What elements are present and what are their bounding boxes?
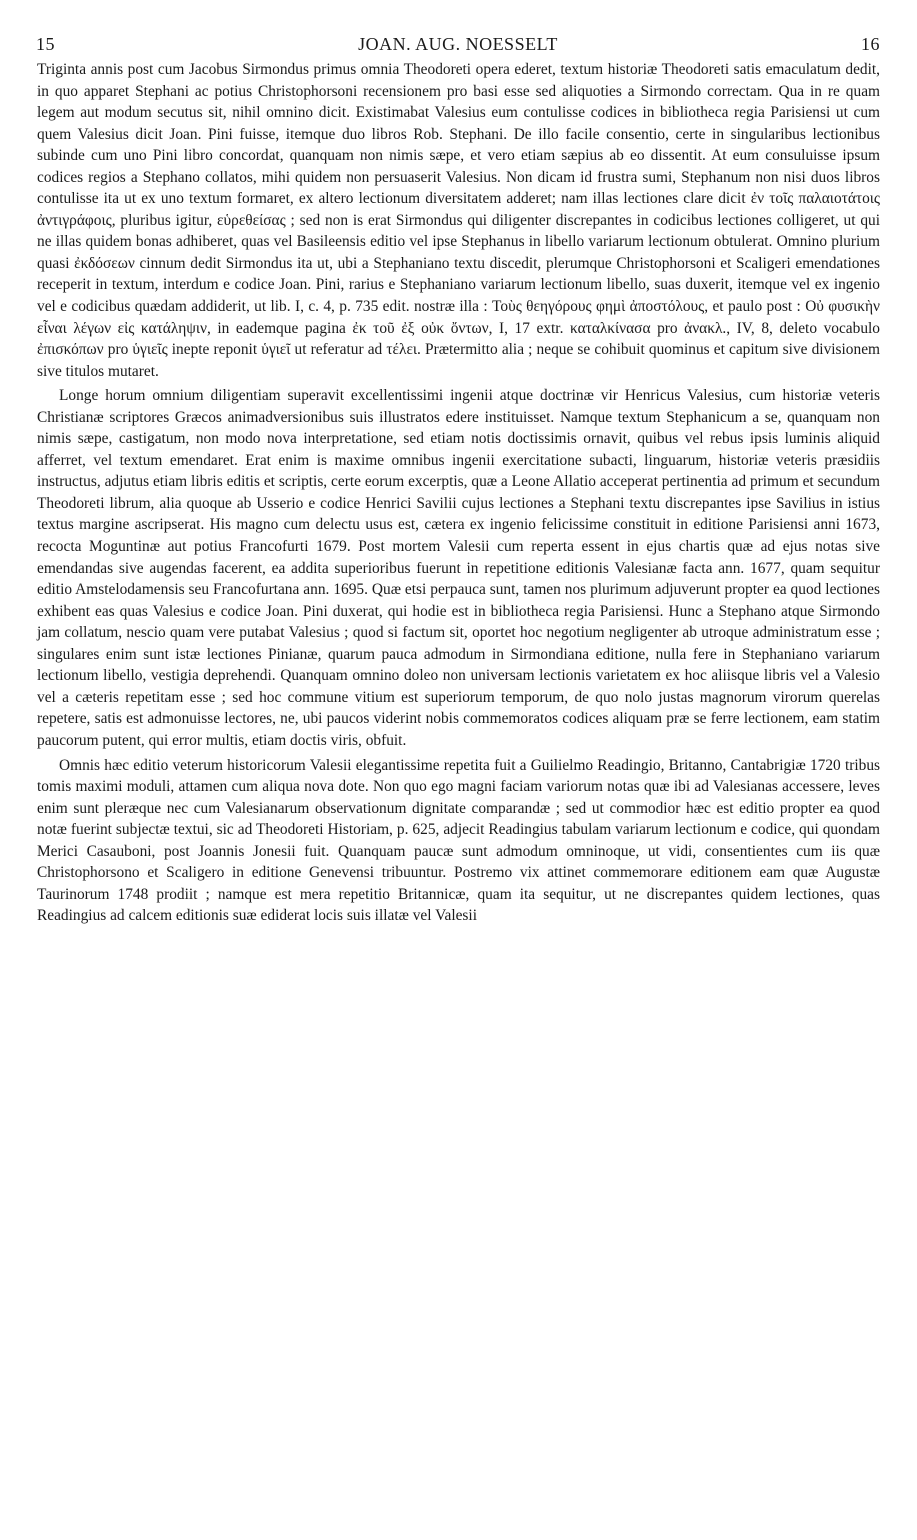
page-number-right: 16: [861, 34, 880, 54]
running-head: [36, 34, 880, 58]
running-title: JOAN. AUG. NOESSELT: [358, 34, 558, 54]
paragraph-readingius: Omnis hæc editio veterum historicorum Valesii elegantissime repetita fuit a Guilielmo Readingio, Britanno, Cantabrigiæ 1720 tribus tomis maximi moduli, attamen cum aliqua nova dote. Non quo ego magni faciam variorum notas quæ ibi ad Valesianas accessere, leves enim sunt pleræque nec cum Valesianarum observationum dignitate comparandæ ; sed ut commodior hæc est editio propter ea quod notæ fuerint subjectæ textui, sic ad Theodoreti Historiam, p. 625, adjecit Readingius tabulam variarum lectionum e codice, qui quondam Merici Casauboni, post Joannis Jonesii fuit. Quanquam paucæ sunt admodum omninoque, ut vidi, consentientes cum iis quæ Christophorsono et Scaligero in editione Genevensi tribuuntur. Postremo vix attinet commemorare editionem eam quæ Augustæ Taurinorum 1748 prodiit ; namque est mera repetitio Britannicæ, quam ita sequitur, ut ne discrepantes quidem lectiones, quas Readingius ad calcem editionis suæ ediderat locis suis illatæ vel Valesii: [37, 756, 880, 925]
paragraph-sirmondus: Triginta annis post cum Jacobus Sirmondus primus omnia Theodoreti opera ederet, textum historiæ Theodoreti satis emaculatum dedit, in quo apparet Stephani ac potius Christophorsoni recensionem pro basi esse sed aliquoties a Sirmondo correctam. Qua in re quam legem aut modum secutus sit, nihil omnino dicit. Existimabat Valesius eum contulisse codices in bibliotheca regia Parisiensi ut cum quem Valesius dicit Joan. Pini fuisse, itemque duo libros Rob. Stephani. De illo facile consentio, certe in singularibus lectionibus subinde cum uno Pini libro concordat, quanquam non nimis sæpe, et vero etiam sæpius ab eo dissentit. At eum consuluisse ipsum codices regios a Stephano collatos, mihi quidem non persuaserit Valesius. Non dicam id frustra sumi, Stephanum non nisi duos libros contulisse ita ut ex uno textum formaret, ex altero lectionum diversitatem adderet; nam illas lectiones clare dicit ἐν τοῖς παλαιοτάτοις ἀντιγράφοις, pluribus igitur, εὑρεθείσας ; sed non is erat Sirmondus qui diligenter discrepantes in codicibus lectiones colligeret, ut qui ne illas quidem bonas adhiberet, quas vel Basileensis editio vel ipse Stephanus in libello variarum lectionum obtulerat. Omnino plurium quasi ἐκδόσεων cinnum dedit Sirmondus ita ut, ubi a Stephaniano textu discedit, plerumque Christophorsoni et Scaligeri emendationes receperit in textum, interdum e codice Joan. Pini, rarius e Stephaniano variarum lectionum libello, suas duxerit, itemque vel ex ingenio vel e codicibus quædam addiderit, ut lib. I, c. 4, p. 735 edit. nostræ illa : Τοὺς θεηγόρους φημὶ ἀποστόλους, et paulo post : Οὐ φυσικὴν εἶναι λέγων εἰς κατάληψιν, in eademque pagina ἐκ τοῦ ἐξ οὐκ ὄντων, I, 17 extr. καταλκίνασα pro ἀνακλ., IV, 8, deleto vocabulo ἐπισκόπων pro ὑγιεῖς inepte reponit ὑγιεῖ ut referatur ad τέλει. Prætermitto alia ; neque se cohibuit quominus et capitum sive divisionem sive titulos mutaret.: [37, 61, 880, 380]
body-text: [37, 59, 880, 927]
page-number-left: 15: [36, 34, 55, 54]
paragraph-valesius: Longe horum omnium diligentiam superavit excellentissimi ingenii atque doctrinæ vir Henricus Valesius, cum historiæ veteris Christianæ scriptores Græcos animadversionibus suis illustratos edere instituisset. Namque textum Stephanicum a se, quanquam non nimis sæpe, castigatum, non modo nova interpretatione, sed etiam notis doctissimis ornavit, quibus vel rebus ipsis luminis aliquid afferret, vel textum emendaret. Erat enim is maxime omnibus ingenii exercitatione subacti, linguarum, historiæ veteris præsidiis instructus, adjutus etiam libris editis et scriptis, certe eorum excerptis, quæ a Leone Allatio acceperat pertinentia ad primum et secundum Theodoreti librum, alia quoque ab Usserio e codice Henrici Savilii cujus lectiones a Stephani textu discrepantes ipse Savilius in istius textus margine ascripserat. His magno cum delectu usus est, cætera ex ingenio felicissime constituit in editione Parisiensi anni 1673, recocta Moguntinæ aut potius Francofurti 1679. Post mortem Valesii cum reperta essent in ejus chartis quæ ad ejus notas sive emendandas sive augendas facerent, ea addita superioribus fuerunt in repetitione editionis Valesianæ facta ann. 1677, quam sequitur editio Amstelodamensis seu Francofurtana ann. 1695. Quæ etsi perpauca sunt, tamen nos plurimum adjuverunt propter ea quod lectiones exhibent eas quas Valesius e codice Joan. Pini duxerat, qui hodie est in bibliotheca regia Parisiensi. Hunc a Stephano atque Sirmondo jam collatum, nescio quam vere putabat Valesius ; quod si factum sit, oportet hoc negotium negligenter ab utroque administratum esse ; singulares enim sunt istæ lectiones Pinianæ, quarum pauca admodum in Sirmondiana editione, nulla fere in Stephaniano variarum lectionum libello, vestigia deprehendi. Quanquam omnino doleo non universam lectionis varietatem ex hoc aliisque libris vel a Valesio vel a cæteris repetitam esse ; sed hoc commune vitium est superiorum temporum, de quo nolo justas magnorum virorum querelas repetere, satis est admonuisse lectores, ne, ubi paucos viderint nobis commemoratos codices aliquam præ se ferre lectionem, eam statim paucorum putent, qui error multis, etiam doctis viris, obfuit.: [37, 387, 880, 749]
